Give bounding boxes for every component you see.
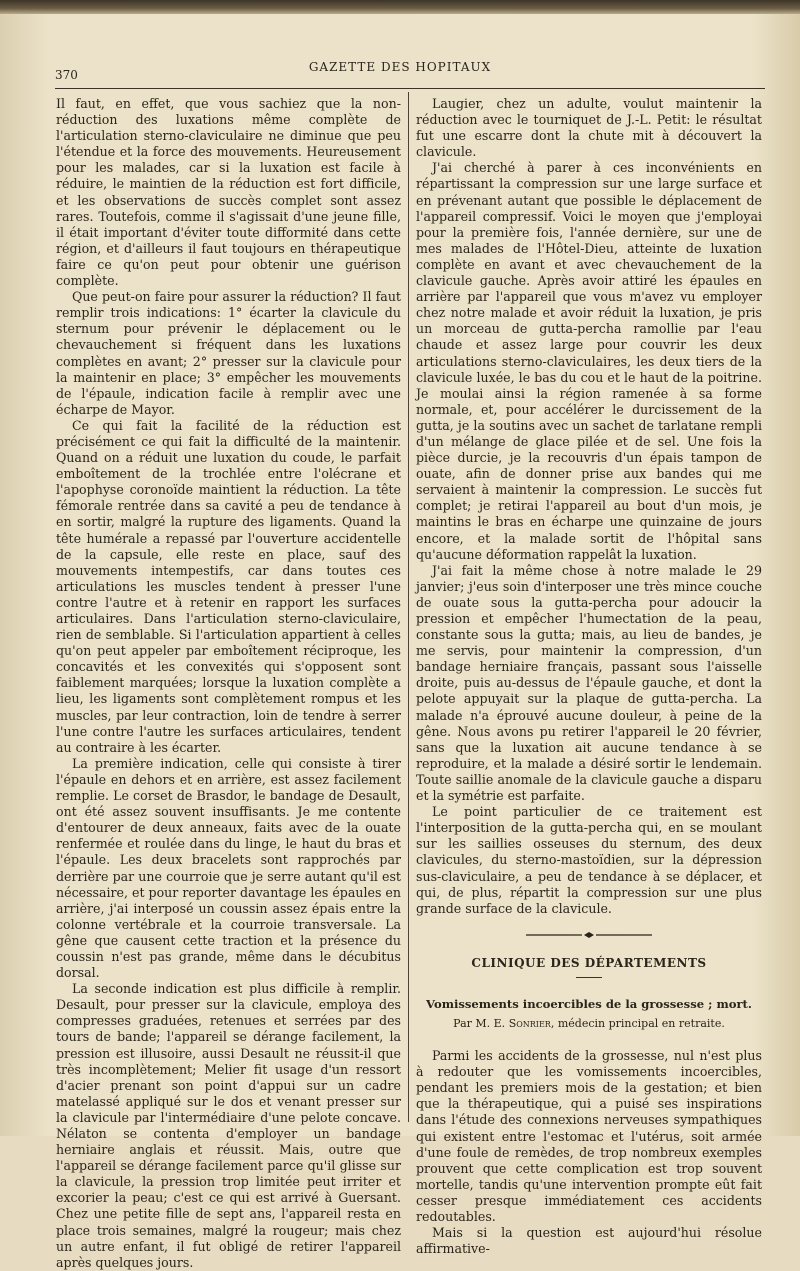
paragraph: Ce qui fait la facilité de la réduction est précisément ce qui fait la difficulté de la maintenir. Quand on a réduit une luxation du coude, le parfait emboîtement de la trochlée entre l'olécrane et l'apophyse coronoïde maintient la réduction. La tête fémorale rentrée dans sa cavité a peu de tendance à en sortir, malgré la rupture des ligaments. Quand la tête humérale a repassé par l'ouverture accidentelle de la capsule, elle reste en place, sauf des mouvements intempestifs, car dans toutes ces articulations les muscles tendent à presser l'une contre l'autre et à retenir en rapport les surfaces articulaires. Dans l'articulation sterno-claviculaire, rien de semblable. Si l'articulation appartient à celles qu'on peut appeler par emboîtement réciproque, les concavités et les convexités qui s'opposent sont faiblement marquées; lorsque la luxation complète a lieu, les ligaments sont complètement rompus et les muscles, par leur contraction, loin de tendre à serrer l'une contre l'autre les surfaces articulaires, tendent au contraire à les écarter.: [56, 417, 401, 755]
short-rule: [576, 977, 602, 978]
column-divider: [408, 92, 409, 1122]
paragraph: Le point particulier de ce traitement est l'interposition de la gutta-percha qui, en se moulant sur les saillies osseuses du sternum, des deux clavicules, du sterno-mastoïdien, sur la dépression sus-claviculaire, a peu de tendance à se déplacer, et qui, de plus, répartit la compression sur une plus grande surface de la clavicule.: [416, 804, 762, 916]
paragraph: La seconde indication est plus difficile à remplir. Desault, pour presser sur la clavicule, employa des compresses graduées, retenues et serrées par des tours de bande; l'appareil se dérange facilement, la pression est illusoire, aussi Desault ne réussit-il que très incomplètement; Melier fit usage d'un ressort d'acier prenant son point d'appui sur un cadre matelassé appliqué sur le dos et venant presser sur la clavicule par l'intermédiaire d'une pelote concave. Nélaton se contenta d'employer un bandage herniaire anglais et réussit. Mais, outre que l'appareil se dérange facilement parce qu'il glisse sur la clavicule, la pression trop limitée peut irriter et excorier la peau; c'est ce qui est arrivé à Guersant. Chez une petite fille de sept ans, l'appareil resta en place trois semaines, malgré la rougeur; mais chez un autre enfant, il fut obligé de retirer l'appareil après quelques jours.: [56, 981, 401, 1270]
byline-suffix: , médecin principal en retraite.: [550, 1016, 725, 1030]
header-rule: [55, 88, 765, 89]
paragraph: La première indication, celle qui consiste à tirer l'épaule en dehors et en arrière, est assez facilement remplie. Le corset de Brasdor, le bandage de Desault, ont été assez souvent insuffisants. Je me contente d'entourer de deux anneaux, faits avec de la ouate renfermée et roulée dans du linge, le haut du bras et l'épaule. Les deux bracelets sont rapprochés par derrière par une courroie que je serre autant qu'il est nécessaire, et pour reporter davantage les épaules en arrière, j'ai interposé un coussin assez épais entre la colonne vertébrale et la courroie transversale. La gêne que causent cette traction et la présence du coussin n'est pas grande, même dans le décubitus dorsal.: [56, 755, 401, 981]
paragraph: Parmi les accidents de la grossesse, nul n'est plus à redouter que les vomissements incoercibles, pendant les premiers mois de la gestation; et bien que la thérapeutique, qui a puisé ses inspirations dans l'étude des connexions nerveuses sympathiques qui existent entre l'estomac et l'utérus, soit armée d'une foule de remèdes, de trop nombreux exemples prouvent que cette complication est trop souvent mortelle, tandis qu'une intervention prompte eût fait cesser presque immédiatement ces accidents redoutables.: [416, 1048, 762, 1224]
page-header-title: GAZETTE DES HOPITAUX: [308, 60, 492, 74]
section-ornament: [524, 931, 654, 939]
right-column: [416, 96, 762, 1257]
paragraph: Il faut, en effet, que vous sachiez que la non-réduction des luxations même complète de l'articulation sterno-claviculaire ne diminue que peu l'étendue et la force des mouvements. Heureusement pour les malades, car si la luxation est facile à réduire, le maintien de la réduction est fort difficile, et les observations de succès complet sont assez rares. Toutefois, comme il s'agissait d'une jeune fille, il était important d'éviter toute difformité dans cette région, et d'ailleurs il faut toujours en thérapeutique faire ce qu'on peut pour obtenir une guérison complète.: [56, 96, 401, 289]
byline-prefix: Par M. E.: [453, 1016, 506, 1030]
page-top-edge: [0, 0, 800, 14]
article-byline: [416, 1016, 762, 1032]
paragraph: Laugier, chez un adulte, voulut maintenir la réduction avec le tourniquet de J.-L. Petit: le résultat fut une escarre dont la chute mit à découvert la clavicule.: [416, 96, 762, 160]
page-number: 370: [55, 68, 78, 82]
left-column: [56, 96, 401, 1271]
section-title: CLINIQUE DES DÉPARTEMENTS: [471, 955, 707, 970]
paragraph: J'ai fait la même chose à notre malade le 29 janvier; j'eus soin d'interposer une très mince couche de ouate sous la gutta-percha pour adoucir la pression et empêcher l'humectation de la peau, constante sous la gutta; mais, au lieu de bandes, je me servis, pour maintenir la compression, d'un bandage herniaire français, passant sous l'aisselle droite, puis au-dessus de l'épaule gauche, et dont la pelote appuyait sur la plaque de gutta-percha. La malade n'a éprouvé aucune douleur, à peine de la gêne. Nous avons pu retirer l'appareil le 20 février, sans que la luxation ait aucune tendance à se reproduire, et la malade a désiré sortir le lendemain. Toute saillie anomale de la clavicule gauche a disparu et la symétrie est parfaite.: [416, 562, 762, 804]
article-title: Vomissements incoercibles de la grossesse ; mort.: [426, 996, 752, 1011]
paragraph: Que peut-on faire pour assurer la réduction? Il faut remplir trois indications: 1° écarter la clavicule du sternum pour prévenir le déplacement ou le chevauchement si fréquent dans les luxations complètes en avant; 2° presser sur la clavicule pour la maintenir en place; 3° empêcher les mouvements de l'épaule, indication facile à remplir avec une écharpe de Mayor.: [56, 289, 401, 417]
paragraph: Mais si la question est aujourd'hui résolue affirmative-: [416, 1225, 762, 1257]
byline-author: Sonrier: [508, 1016, 551, 1030]
paragraph: J'ai cherché à parer à ces inconvénients en répartissant la compression sur une large surface et en prévenant autant que possible le déplacement de l'appareil compressif. Voici le moyen que j'employai pour la première fois, l'année dernière, sur une de mes malades de l'Hôtel-Dieu, atteinte de luxation complète en avant et avec chevauchement de la clavicule gauche. Après avoir attiré les épaules en arrière par l'appareil que vous m'avez vu employer chez notre malade et avoir réduit la luxation, je pris un morceau de gutta-percha ramollie par l'eau chaude et assez large pour couvrir les deux articulations sterno-claviculaires, les deux tiers de la clavicule luxée, le bas du cou et le haut de la poitrine. Je moulai ainsi la région ramenée à sa forme normale, et, pour accélérer le durcissement de la gutta, je la soutins avec un sachet de tarlatane rempli d'un mélange de glace pilée et de sel. Une fois la pièce durcie, je la recouvris d'un épais tampon de ouate, afin de donner prise aux bandes qui me servaient à maintenir la compression. Le succès fut complet; je retirai l'appareil au bout d'un mois, je maintins le bras en écharpe une quinzaine de jours encore, et la malade sortit de l'hôpital sans qu'aucune déformation rappelât la luxation.: [416, 160, 762, 562]
